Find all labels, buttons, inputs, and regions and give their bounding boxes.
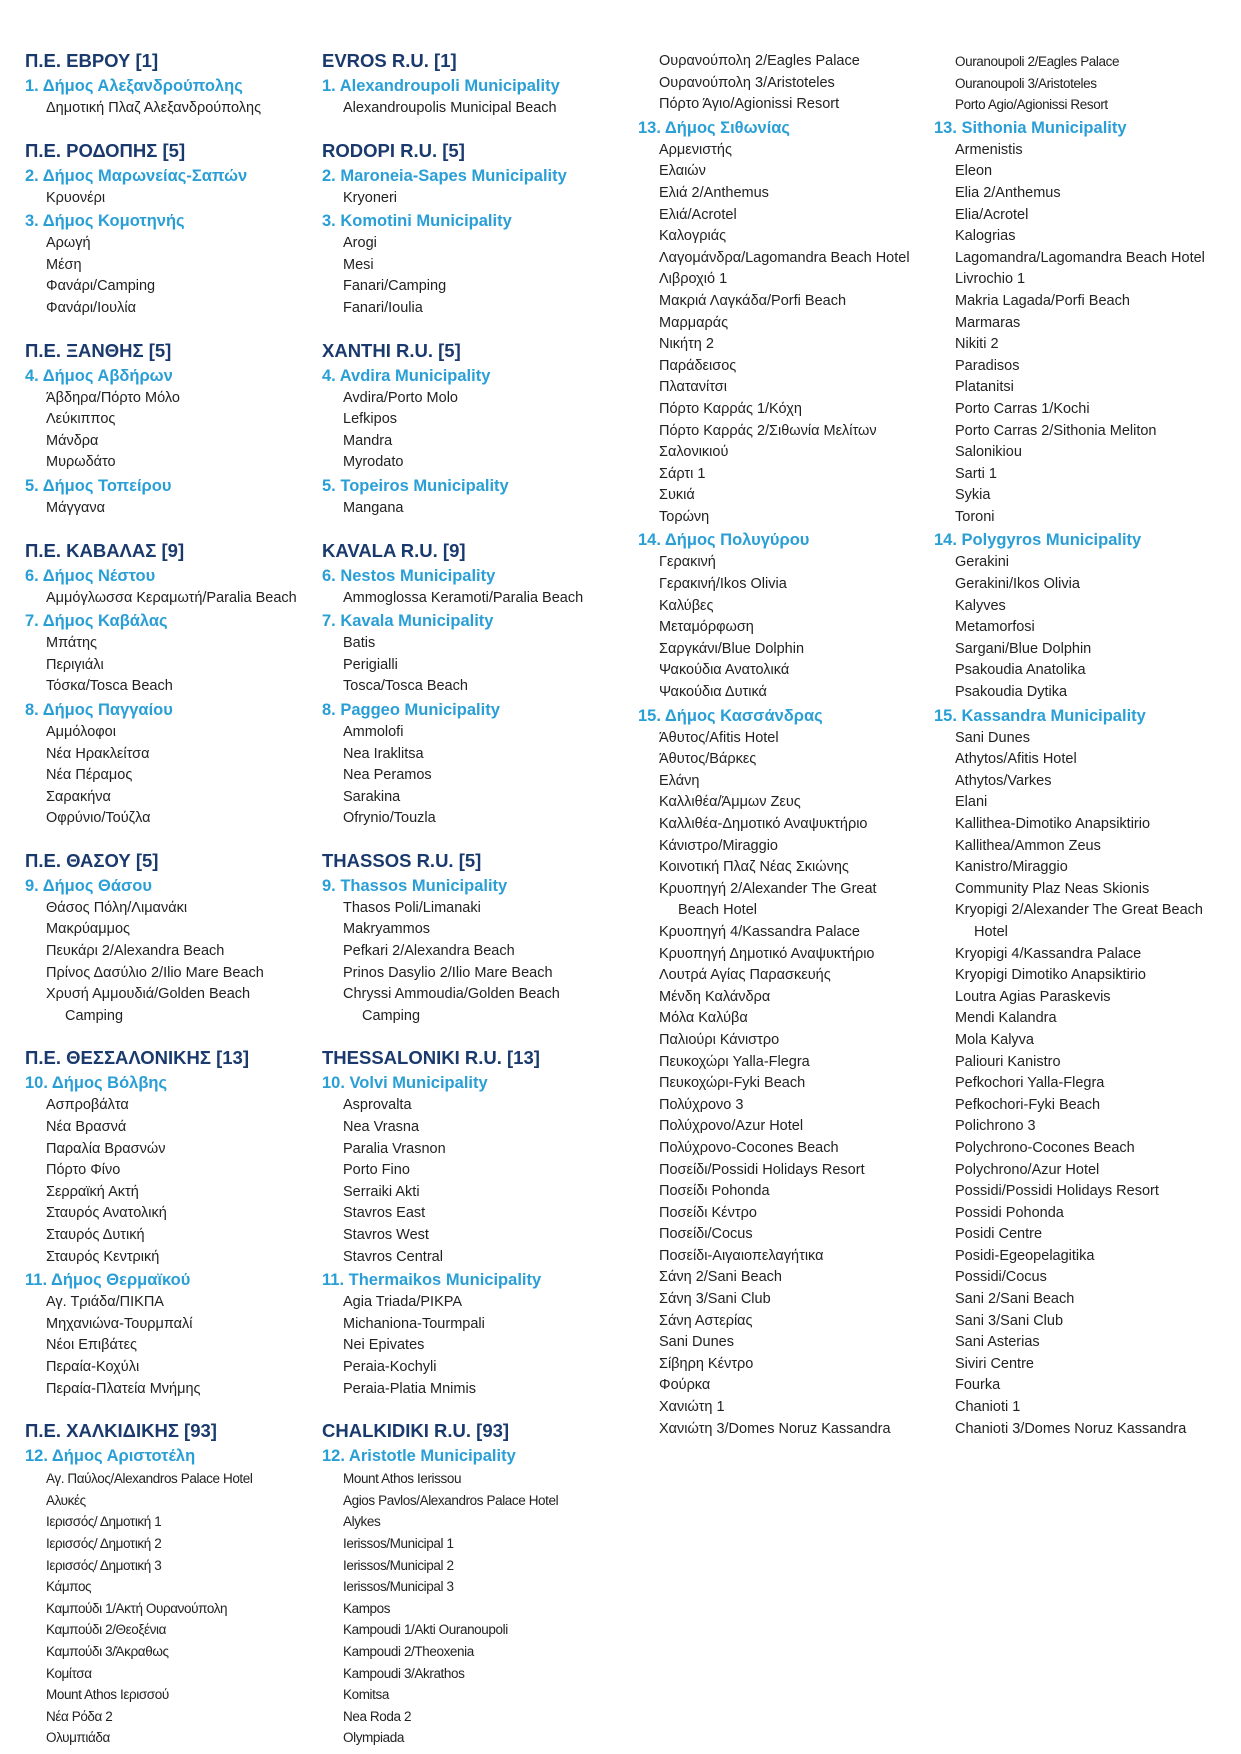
- beach-item: Myrodato: [343, 454, 404, 471]
- region-heading: THASSOS R.U. [5]: [322, 849, 482, 871]
- beach-item: Ιερισσός/ Δημοτική 1: [46, 1514, 162, 1530]
- region-section: [25, 1044, 315, 1400]
- region-heading: Π.Ε. ΞΑΝΘΗΣ [5]: [25, 339, 172, 361]
- municipality-heading: 4. Δήμος Αβδήρων: [25, 366, 173, 385]
- beach-item: Possidi/Possidi Holidays Resort: [955, 1183, 1159, 1200]
- beach-item: Agia Triada/PIKPA: [343, 1294, 463, 1311]
- beach-item: Κρυοπηγή 2/Alexander The Great: [659, 880, 877, 897]
- municipality-heading: 15. Kassandra Municipality: [934, 706, 1146, 725]
- beach-item: Kryopigi Dimotiko Anapsiktirio: [955, 967, 1146, 984]
- beach-item: Polychrono-Cocones Beach: [955, 1139, 1135, 1156]
- beach-item: Σάνη 3/Sani Club: [659, 1291, 771, 1308]
- beach-item: Ιερισσός/ Δημοτική 3: [46, 1557, 162, 1573]
- municipality-heading: 3. Komotini Municipality: [322, 212, 512, 231]
- beach-item: Polychrono/Azur Hotel: [955, 1161, 1100, 1178]
- beach-item: Καμπούδι 3/Άκραθως: [46, 1643, 169, 1659]
- municipality-heading: 11. Thermaikos Municipality: [322, 1271, 542, 1290]
- beach-item: Καλύβες: [659, 597, 714, 614]
- beach-item: Καλογριάς: [659, 228, 727, 245]
- beach-item: Prinos Dasylio 2/Ilio Mare Beach: [343, 964, 553, 981]
- beach-item: Paliouri Kanistro: [955, 1053, 1061, 1070]
- beach-item: Kampoudi 2/Theoxenia: [343, 1643, 474, 1659]
- beach-item: Πευκοχώρι-Fyki Beach: [659, 1075, 806, 1092]
- beach-item: Καμπούδι 2/Θεοξένια: [46, 1622, 167, 1638]
- beach-item: Κρυονέρι: [46, 189, 106, 206]
- beach-item: Mandra: [343, 432, 393, 449]
- beach-item: Νέα Πέραμος: [46, 767, 133, 784]
- municipality-heading: 5. Topeiros Municipality: [322, 476, 509, 495]
- beach-item: Παραλία Βρασνών: [46, 1140, 166, 1157]
- beach-item: Ierissos/Municipal 2: [343, 1557, 454, 1573]
- beach-item: Λιβροχιό 1: [659, 271, 728, 288]
- municipality-heading: 9. Thassos Municipality: [322, 876, 508, 895]
- beach-item: Paralia Vrasnon: [343, 1140, 446, 1157]
- beach-item: Kalogrias: [955, 228, 1016, 245]
- beach-item: Toroni: [955, 508, 995, 525]
- beach-item: Κοινοτική Πλαζ Νέας Σκιώνης: [659, 859, 849, 876]
- beach-item: Michaniona-Tourmpali: [343, 1315, 485, 1332]
- beach-item: Psakoudia Anatolika: [955, 662, 1086, 679]
- beach-item: Σάνη 2/Sani Beach: [659, 1269, 782, 1286]
- region-section: [322, 137, 622, 320]
- municipality-heading: 11. Δήμος Θερμαϊκού: [25, 1271, 191, 1290]
- municipality-heading: 14. Δήμος Πολυγύρου: [638, 531, 810, 550]
- beach-item: Fourka: [955, 1377, 1001, 1394]
- beach-item: Siviri Centre: [955, 1355, 1034, 1372]
- beach-item: Χρυσή Αμμουδιά/Golden Beach: [46, 986, 251, 1003]
- beach-item: Beach Hotel: [678, 902, 757, 919]
- beach-item: Thasos Poli/Limanaki: [343, 899, 481, 916]
- beach-item: Sani 2/Sani Beach: [955, 1291, 1075, 1308]
- beach-item: Porto Carras 2/Sithonia Meliton: [955, 422, 1157, 439]
- beach-item: Πόρτο Καρράς 2/Σιθωνία Μελίτων: [659, 422, 877, 439]
- beach-item: Πλατανίτσι: [659, 379, 727, 396]
- beach-item: Μαρμαράς: [659, 314, 729, 331]
- beach-item: Tosca/Tosca Beach: [343, 678, 468, 695]
- beach-item: Porto Agio/Agionissi Resort: [955, 97, 1108, 113]
- beach-item: Makryammos: [343, 921, 431, 938]
- beach-item: Lefkipos: [343, 411, 398, 428]
- region-section: [25, 847, 315, 1028]
- region-section: [322, 847, 622, 1028]
- municipality-heading: 8. Δήμος Παγγαίου: [25, 700, 173, 719]
- beach-item: Sani Dunes: [659, 1334, 734, 1351]
- beach-item: Πολύχρονο-Cocones Beach: [659, 1139, 839, 1156]
- region-heading: XANTHI R.U. [5]: [322, 339, 461, 361]
- municipality-heading: 10. Δήμος Βόλβης: [25, 1074, 168, 1093]
- beach-item: Νέα Ρόδα 2: [46, 1708, 113, 1724]
- beach-item: Fanari/Ioulia: [343, 299, 423, 316]
- beach-item: Kryoneri: [343, 189, 397, 206]
- beach-item: Φανάρι/Ιουλία: [46, 299, 136, 316]
- beach-item: Πολύχρονο/Azur Hotel: [659, 1118, 804, 1135]
- beach-item: Elia/Acrotel: [955, 206, 1029, 223]
- beach-item: Arogi: [343, 235, 377, 252]
- region-heading: CHALKIDIKI R.U. [93]: [322, 1420, 510, 1442]
- beach-item: Νέοι Επιβάτες: [46, 1337, 138, 1354]
- region-section: [25, 137, 315, 320]
- municipality-heading: 5. Δήμος Τοπείρου: [25, 476, 172, 495]
- municipality-heading: 12. Aristotle Municipality: [322, 1447, 516, 1466]
- beach-item: Χανιώτη 3/Domes Noruz Kassandra: [659, 1420, 891, 1437]
- beach-item: Ελαιών: [659, 163, 706, 180]
- municipality-heading: 8. Paggeo Municipality: [322, 700, 500, 719]
- beach-item: Posidi Centre: [955, 1226, 1043, 1243]
- beach-item: Σίβηρη Κέντρο: [659, 1355, 754, 1372]
- beach-item: Kalyves: [955, 597, 1006, 614]
- beach-item: Μάνδρα: [46, 432, 99, 449]
- beach-item: Ελιά/Acrotel: [659, 206, 737, 223]
- municipality-heading: 15. Δήμος Κασσάνδρας: [638, 706, 823, 725]
- beach-item: Σταυρός Κεντρική: [46, 1248, 160, 1265]
- beach-item: Kanistro/Miraggio: [955, 859, 1068, 876]
- beach-item: Chanioti 1: [955, 1399, 1021, 1416]
- region-section: [25, 47, 315, 120]
- beach-item: Άβδηρα/Πόρτο Μόλο: [46, 389, 180, 406]
- beach-item: Camping: [65, 1007, 124, 1024]
- beach-item: Πολύχρονο 3: [659, 1096, 744, 1113]
- region-heading: Π.Ε. ΧΑΛΚΙΔΙΚΗΣ [93]: [25, 1420, 217, 1442]
- region-heading: KAVALA R.U. [9]: [322, 539, 466, 561]
- municipality-heading: 13. Sithonia Municipality: [934, 118, 1127, 137]
- beach-item: Κομίτσα: [46, 1665, 92, 1681]
- beach-item: Possidi/Cocus: [955, 1269, 1047, 1286]
- municipality-heading: 9. Δήμος Θάσου: [25, 876, 152, 895]
- beach-item: Σάνη Αστερίας: [659, 1312, 753, 1329]
- region-heading: Π.Ε. ΘΕΣΣΑΛΟΝΙΚΗΣ [13]: [25, 1047, 250, 1069]
- beach-item: Paradisos: [955, 357, 1020, 374]
- beach-item: Καλλιθέα/Άμμων Ζευς: [659, 794, 801, 811]
- municipality-heading: 6. Δήμος Νέστου: [25, 566, 156, 585]
- beach-item: Psakoudia Dytika: [955, 684, 1068, 701]
- beach-item: Άθυτος/Βάρκες: [659, 751, 757, 768]
- beach-item: Sykia: [955, 487, 991, 504]
- beach-item: Pefkochori-Fyki Beach: [955, 1096, 1101, 1113]
- beach-item: Σαλονικιού: [659, 444, 729, 461]
- region-section: [25, 1417, 315, 1749]
- beach-item: Athytos/Afitis Hotel: [955, 751, 1077, 768]
- beach-item: Νικήτη 2: [659, 336, 714, 353]
- beach-item: Nea Vrasna: [343, 1119, 420, 1136]
- beach-item: Possidi Pohonda: [955, 1204, 1064, 1221]
- beach-item: Σαρακήνα: [46, 788, 111, 805]
- region-section: [322, 1417, 622, 1749]
- beach-item: Salonikiou: [955, 444, 1022, 461]
- beach-item: Ierissos/Municipal 3: [343, 1579, 454, 1595]
- beach-item: Peraia-Kochyli: [343, 1358, 437, 1375]
- beach-item: Kampoudi 1/Akti Ouranoupoli: [343, 1622, 508, 1638]
- beach-item: Kallithea-Dimotiko Anapsiktirio: [955, 816, 1151, 832]
- beach-item: Περαία-Πλατεία Μνήμης: [46, 1380, 201, 1397]
- beach-item: Alexandroupolis Municipal Beach: [343, 100, 557, 116]
- beach-item: Chanioti 3/Domes Noruz Kassandra: [955, 1420, 1187, 1437]
- beach-item: Mendi Kalandra: [955, 1010, 1057, 1027]
- beach-item: Γερακινή/Ikos Olivia: [659, 576, 787, 593]
- beach-item: Μπάτης: [46, 635, 98, 652]
- municipality-heading: 1. Δήμος Αλεξανδρούπολης: [25, 77, 243, 95]
- beach-item: Χανιώτη 1: [659, 1399, 725, 1416]
- beach-item: Μόλα Καλύβα: [659, 1010, 748, 1027]
- region-section: [322, 1044, 622, 1400]
- beach-item: Κάμπος: [46, 1579, 92, 1595]
- beach-item: Κάνιστρο/Miraggio: [659, 837, 778, 854]
- beach-item: Σταυρός Ανατολική: [46, 1205, 167, 1222]
- beach-item: Αρωγή: [46, 235, 91, 252]
- beach-item: Ολυμπιάδα: [46, 1730, 110, 1746]
- beach-item: Αμμόγλωσσα Κεραμωτή/Paralia Beach: [46, 589, 297, 606]
- region-heading: RODOPI R.U. [5]: [322, 139, 465, 161]
- beach-item: Παράδεισος: [659, 357, 737, 374]
- beach-item: Elani: [955, 794, 988, 811]
- beach-item: Mesi: [343, 256, 374, 273]
- municipality-heading: 1. Alexandroupoli Municipality: [322, 77, 560, 95]
- beach-item: Σταυρός Δυτική: [46, 1227, 145, 1243]
- beach-item: Κρυοπηγή Δημοτικό Αναψυκτήριο: [659, 945, 875, 962]
- beach-item: Alykes: [343, 1514, 381, 1530]
- region-heading: Π.Ε. ΘΑΣΟΥ [5]: [25, 849, 159, 871]
- beach-item: Posidi-Egeopelagitika: [955, 1247, 1095, 1264]
- beach-item: Μηχανιώνα-Τουρμπαλί: [46, 1315, 193, 1332]
- municipality-heading: 7. Δήμος Καβάλας: [25, 612, 168, 631]
- beach-item: Platanitsi: [955, 379, 1014, 396]
- beach-item: Camping: [362, 1007, 421, 1024]
- beach-item: Nei Epivates: [343, 1337, 425, 1354]
- region-heading: Π.Ε. ΡΟΔΟΠΗΣ [5]: [25, 139, 186, 161]
- beach-item: Peraia-Platia Mnimis: [343, 1380, 476, 1397]
- beach-item: Πρίνος Δασύλιο 2/Ilio Mare Beach: [46, 964, 264, 981]
- beach-item: Nea Roda 2: [343, 1708, 412, 1724]
- beach-item: Μακριά Λαγκάδα/Porfi Beach: [659, 292, 847, 309]
- beach-item: Σαργκάνι/Blue Dolphin: [659, 640, 805, 657]
- beach-item: Θάσος Πόλη/Λιμανάκι: [46, 899, 188, 916]
- region-section: [25, 537, 315, 830]
- beach-item: Polichrono 3: [955, 1118, 1036, 1135]
- beach-item: Kryopigi 2/Alexander The Great Beach: [955, 902, 1203, 919]
- beach-item: Stavros East: [343, 1205, 426, 1222]
- beach-item: Περαία-Κοχύλι: [46, 1358, 140, 1375]
- region-heading: Π.Ε. ΕΒΡΟΥ [1]: [25, 50, 159, 71]
- beach-item: Makria Lagada/Porfi Beach: [955, 292, 1130, 309]
- beach-item: Νέα Ηρακλείτσα: [46, 745, 150, 762]
- beach-item: Kallithea/Ammon Zeus: [955, 837, 1101, 854]
- beach-item: Περιγιάλι: [46, 656, 104, 673]
- beach-item: Hotel: [974, 923, 1008, 940]
- beach-item: Ouranoupoli 3/Aristoteles: [955, 75, 1097, 91]
- beach-item: Κρυοπηγή 4/Kassandra Palace: [659, 923, 860, 940]
- region-section: [25, 337, 315, 520]
- beach-item: Μακρύαμμος: [46, 921, 131, 938]
- beach-item: Fanari/Camping: [343, 278, 447, 295]
- beach-item: Σερραϊκή Ακτή: [46, 1183, 139, 1200]
- beach-item: Komitsa: [343, 1687, 389, 1703]
- beach-item: Μυρωδάτο: [46, 454, 116, 471]
- beach-item: Ουρανούπολη 2/Eagles Palace: [659, 53, 860, 69]
- beach-item: Batis: [343, 635, 376, 652]
- region-section: [322, 47, 622, 120]
- beach-item: Agios Pavlos/Alexandros Palace Hotel: [343, 1492, 559, 1508]
- beach-item: Elia 2/Anthemus: [955, 184, 1061, 201]
- column-greek-regions: [25, 36, 315, 1749]
- beach-item: Pefkochori Yalla-Flegra: [955, 1075, 1105, 1092]
- region-heading: EVROS R.U. [1]: [322, 50, 457, 71]
- beach-item: Ιερισσός/ Δημοτική 2: [46, 1535, 162, 1551]
- beach-item: Sargani/Blue Dolphin: [955, 640, 1092, 657]
- beach-item: Αμμόλοφοι: [46, 723, 116, 740]
- beach-item: Athytos/Varkes: [955, 772, 1052, 789]
- municipality-heading: 10. Volvi Municipality: [322, 1074, 488, 1093]
- beach-item: Avdira/Porto Molo: [343, 389, 458, 406]
- beach-item: Mount Athos Ιερισσού: [46, 1687, 169, 1703]
- beach-item: Mangana: [343, 499, 404, 516]
- beach-item: Πευκάρι 2/Alexandra Beach: [46, 943, 225, 960]
- beach-item: Kampos: [343, 1600, 391, 1616]
- beach-item: Nea Peramos: [343, 767, 432, 784]
- beach-item: Metamorfosi: [955, 619, 1035, 636]
- municipality-heading: 6. Nestos Municipality: [322, 566, 496, 585]
- beach-item: Φούρκα: [659, 1377, 711, 1394]
- beach-item: Eleon: [955, 163, 993, 180]
- beach-item: Ouranoupoli 2/Eagles Palace: [955, 54, 1120, 69]
- beach-item: Δημοτική Πλαζ Αλεξανδρούπολης: [46, 100, 262, 116]
- beach-item: Μένδη Καλάνδρα: [659, 988, 771, 1005]
- beach-item: Τορώνη: [659, 508, 710, 525]
- beach-item: Mount Athos Ierissou: [343, 1471, 462, 1487]
- beach-item: Marmaras: [955, 314, 1021, 331]
- beach-item: Lagomandra/Lagomandra Beach Hotel: [955, 249, 1205, 266]
- region-heading: Π.Ε. ΚΑΒΑΛΑΣ [9]: [25, 539, 185, 561]
- beach-item: Παλιούρι Κάνιστρο: [659, 1031, 780, 1048]
- beach-item: Ammoglossa Keramoti/Paralia Beach: [343, 589, 584, 606]
- beach-item: Πόρτο Άγιο/Agionissi Resort: [659, 96, 840, 113]
- beach-item: Ασπροβάλτα: [46, 1097, 129, 1114]
- beach-item: Livrochio 1: [955, 271, 1026, 288]
- beach-item: Olympiada: [343, 1730, 404, 1746]
- beach-item: Loutra Agias Paraskevis: [955, 988, 1111, 1005]
- beach-item: Ψακούδια Ανατολικά: [659, 662, 790, 679]
- beach-item: Ποσείδι/Cocus: [659, 1226, 753, 1243]
- column-greek-continued: [638, 51, 934, 1440]
- beach-item: Serraiki Akti: [343, 1183, 420, 1200]
- beach-item: Sani Dunes: [955, 729, 1030, 746]
- beach-item: Λεύκιππος: [46, 411, 116, 428]
- beach-item: Ofrynio/Touzla: [343, 810, 436, 827]
- beach-item: Αγ. Τριάδα/ΠΙΚΠΑ: [46, 1294, 164, 1311]
- beach-item: Καμπούδι 1/Ακτή Ουρανούπολη: [46, 1600, 228, 1616]
- beach-item: Σάρτι 1: [659, 465, 706, 482]
- beach-item: Μέση: [46, 256, 82, 273]
- beach-item: Συκιά: [659, 487, 695, 504]
- beach-item: Mola Kalyva: [955, 1031, 1034, 1048]
- column-english-regions: [322, 36, 622, 1749]
- beach-item: Ψακούδια Δυτικά: [659, 684, 767, 701]
- beach-item: Gerakini/Ikos Olivia: [955, 576, 1080, 593]
- beach-item: Μεταμόρφωση: [659, 619, 754, 636]
- municipality-heading: 2. Maroneia-Sapes Municipality: [322, 166, 567, 185]
- beach-item: Τόσκα/Tosca Beach: [46, 678, 173, 695]
- municipality-heading: 4. Avdira Municipality: [322, 366, 491, 385]
- beach-item: Ammolofi: [343, 723, 404, 740]
- beach-item: Armenistis: [955, 141, 1023, 158]
- beach-item: Stavros Central: [343, 1248, 443, 1265]
- beach-item: Kampoudi 3/Akrathos: [343, 1665, 465, 1681]
- beach-item: Sarti 1: [955, 465, 997, 482]
- beach-item: Άθυτος/Afitis Hotel: [659, 729, 779, 746]
- beach-item: Λουτρά Αγίας Παρασκευής: [659, 967, 831, 984]
- beach-item: Πευκοχώρι Yalla-Flegra: [659, 1053, 810, 1070]
- beach-item: Ποσείδι Pohonda: [659, 1183, 770, 1200]
- beach-item: Νέα Βρασνά: [46, 1119, 127, 1136]
- beach-item: Porto Fino: [343, 1162, 410, 1179]
- beach-item: Αλυκές: [46, 1492, 86, 1508]
- beach-item: Ierissos/Municipal 1: [343, 1535, 454, 1551]
- municipality-heading: 7. Kavala Municipality: [322, 612, 494, 631]
- beach-item: Πόρτο Καρράς 1/Κόχη: [659, 400, 802, 417]
- beach-item: Porto Carras 1/Kochi: [955, 400, 1090, 417]
- beach-item: Nikiti 2: [955, 336, 999, 353]
- region-section: [322, 537, 622, 830]
- beach-item: Ελάνη: [659, 772, 700, 789]
- beach-item: Αρμενιστής: [659, 141, 732, 158]
- beach-item: Perigialli: [343, 656, 398, 673]
- beach-item: Sani 3/Sani Club: [955, 1312, 1064, 1329]
- beach-item: Sarakina: [343, 788, 401, 805]
- beach-item: Οφρύνιο/Τούζλα: [46, 810, 151, 827]
- beach-item: Φανάρι/Camping: [46, 278, 156, 295]
- beach-item: Λαγομάνδρα/Lagomandra Beach Hotel: [659, 249, 910, 266]
- beach-item: Καλλιθέα-Δημοτικό Αναψυκτήριο: [659, 816, 868, 832]
- municipality-heading: 2. Δήμος Μαρωνείας-Σαπών: [25, 166, 248, 185]
- beach-item: Gerakini: [955, 554, 1009, 571]
- beach-item: Community Plaz Neas Skionis: [955, 880, 1150, 897]
- beach-item: Ποσείδι/Possidi Holidays Resort: [659, 1161, 865, 1178]
- beach-item: Kryopigi 4/Kassandra Palace: [955, 945, 1142, 962]
- beach-item: Γερακινή: [659, 554, 716, 571]
- beach-item: Pefkari 2/Alexandra Beach: [343, 943, 515, 960]
- beach-item: Ελιά 2/Anthemus: [659, 184, 769, 201]
- beach-item: Ποσείδι Κέντρο: [659, 1204, 757, 1221]
- column-english-continued: [934, 51, 1234, 1440]
- municipality-heading: 3. Δήμος Κομοτηνής: [25, 212, 185, 231]
- beach-item: Αγ. Παύλος/Alexandros Palace Hotel: [46, 1471, 253, 1487]
- region-section: [322, 337, 622, 520]
- beach-item: Πόρτο Φίνο: [46, 1162, 121, 1179]
- beach-item: Chryssi Ammoudia/Golden Beach: [343, 986, 560, 1003]
- municipality-heading: 13. Δήμος Σιθωνίας: [638, 118, 791, 137]
- beach-item: Ουρανούπολη 3/Aristoteles: [659, 74, 835, 91]
- beach-item: Asprovalta: [343, 1097, 412, 1114]
- municipality-heading: 14. Polygyros Municipality: [934, 531, 1142, 550]
- beach-item: Μάγγανα: [46, 499, 105, 516]
- beach-item: Stavros West: [343, 1227, 429, 1243]
- beach-item: Nea Iraklitsa: [343, 745, 424, 762]
- region-heading: THESSALONIKI R.U. [13]: [322, 1047, 540, 1069]
- municipality-heading: 12. Δήμος Αριστοτέλη: [25, 1447, 196, 1466]
- beach-item: Ποσείδι-Αιγαιοπελαγήτικα: [659, 1247, 824, 1264]
- beach-item: Sani Asterias: [955, 1334, 1040, 1351]
